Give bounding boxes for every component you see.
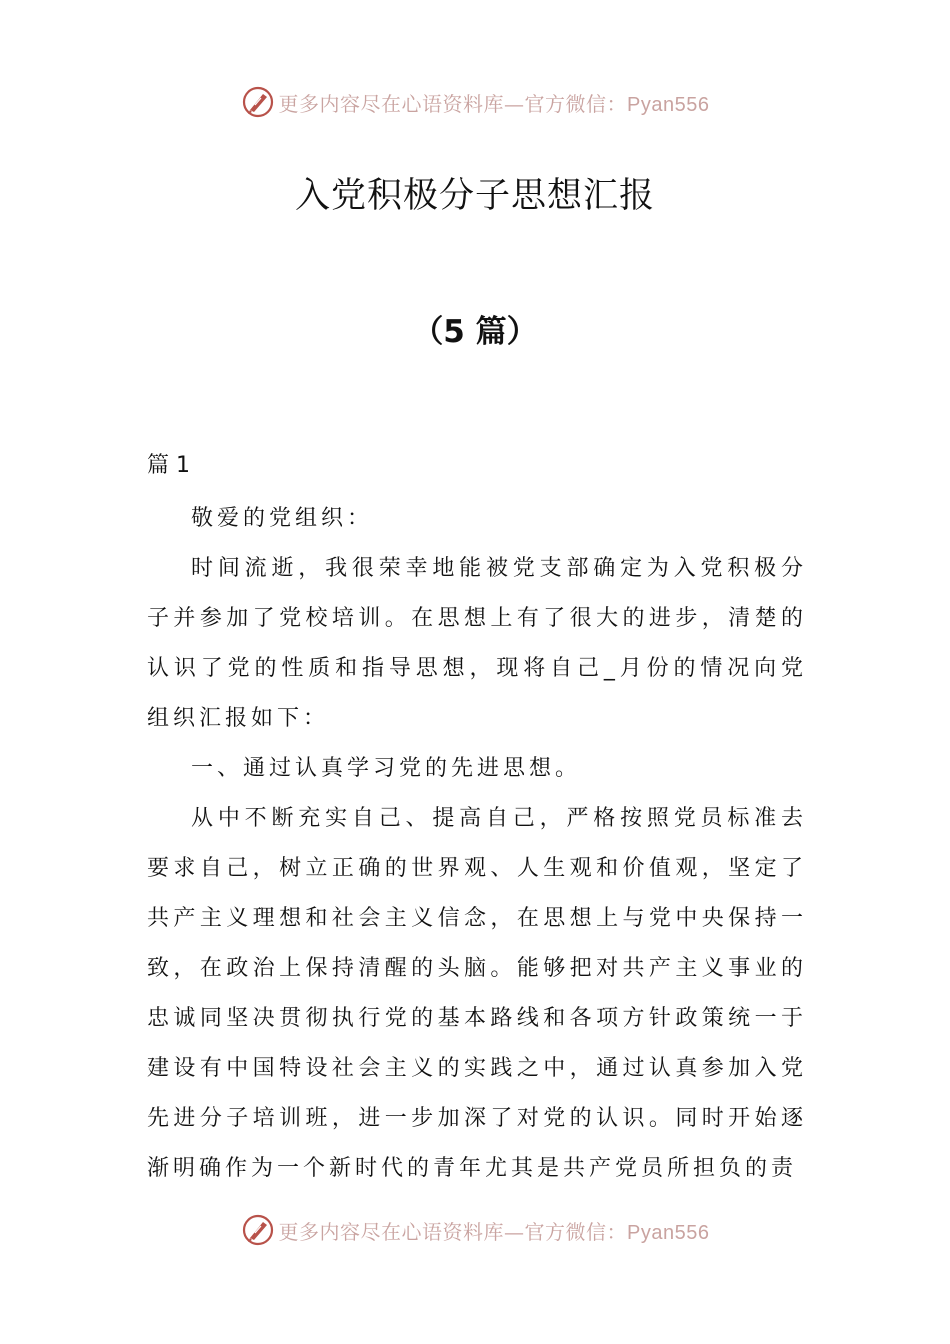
section-label: 篇 1 xyxy=(147,453,190,478)
header-watermark-banner xyxy=(0,80,950,124)
footer-watermark-banner xyxy=(0,1208,950,1252)
greeting-line: 敬爱的党组织： xyxy=(191,506,374,531)
quill-pen-logo-icon xyxy=(241,1213,275,1247)
quill-pen-logo-icon xyxy=(241,85,275,119)
body-paragraph: 时间流逝，我很荣幸地能被党支部确定为入党积极分子并参加了党校培训。在思想上有了很大的进步，清楚的认识了党的性质和指导思想，现将自己_月份的情况向党组织汇报如下： xyxy=(147,556,807,731)
page-subtitle: （5 篇） xyxy=(412,314,538,350)
page-title: 入党积极分子思想汇报 xyxy=(294,176,655,216)
watermark-text: 更多内容尽在心语资料库—官方微信：Pyan556 xyxy=(278,91,710,116)
document-body xyxy=(147,494,807,1194)
watermark-text: 更多内容尽在心语资料库—官方微信：Pyan556 xyxy=(278,1219,710,1244)
body-paragraph: 从中不断充实自己、提高自己，严格按照党员标准去要求自己，树立正确的世界观、人生观和价值观，坚定了共产主义理想和社会主义信念，在思想上与党中央保持一致，在政治上保持清醒的头脑。能够把对共产主义事业的忠诚同坚决贯彻执行党的基本路线和各项方针政策统一于建设有中国特设社会主义的实践之中，通过认真参加入党先进分子培训班，进一步加深了对党的认识。同时开始逐渐明确作为一个新时代的青年尤其是共产党员所担负的责 xyxy=(147,806,807,1181)
body-paragraph: 一、通过认真学习党的先进思想。 xyxy=(191,756,582,781)
